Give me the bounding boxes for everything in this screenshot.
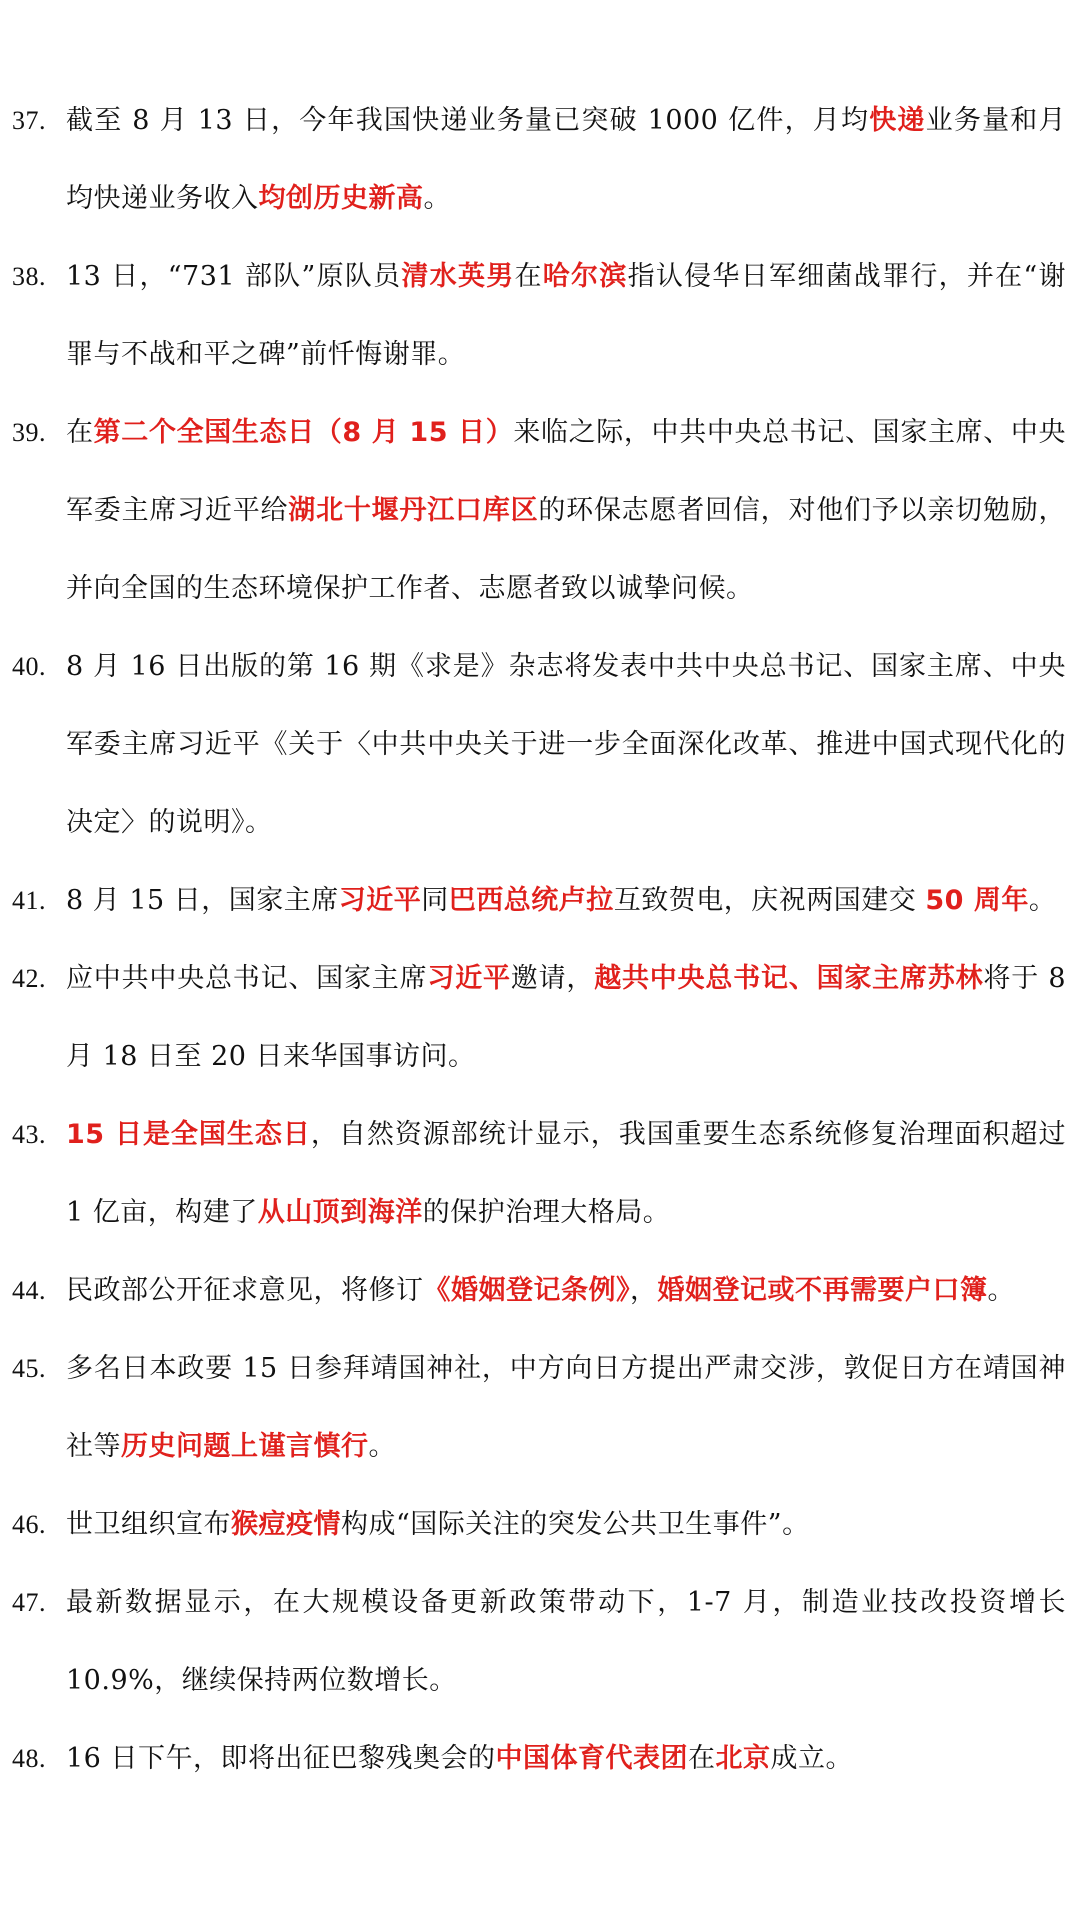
- news-list: [0, 82, 1080, 1798]
- body-text: 指认侵华日军细菌战罪行，并在“谢罪与不战和平之碑”前忏悔谢罪。: [66, 261, 1067, 370]
- body-text: 在: [687, 1743, 716, 1774]
- body-text: 8 月 15 日，国家主席: [66, 885, 339, 916]
- item-number: 45.: [12, 1354, 46, 1383]
- body-text: 同: [421, 885, 449, 916]
- highlight-text: 从山顶到海洋: [257, 1197, 423, 1228]
- item-number: 41.: [12, 886, 46, 915]
- body-text: 的保护治理大格局。: [422, 1197, 671, 1228]
- highlight-text: 猴痘疫情: [231, 1509, 341, 1540]
- news-item: [0, 1720, 1080, 1798]
- body-text: 8 月 16 日出版的第 16 期《求是》杂志将发表中共中央总书记、国家主席、中央军委主席习近平《关于〈中共中央关于进一步全面深化改革、推进中国式现代化的决定〉的说明》。: [66, 651, 1066, 838]
- item-text: [66, 238, 1066, 394]
- body-text: 16 日下午，即将出征巴黎残奥会的: [66, 1743, 496, 1774]
- highlight-text: 哈尔滨: [542, 261, 628, 292]
- body-text: ，: [630, 1275, 658, 1306]
- item-number: 46.: [12, 1510, 46, 1539]
- news-item: [0, 1564, 1080, 1720]
- item-number: 42.: [12, 964, 46, 993]
- body-text: ，自然资源部统计显示，我国重要生态系统修复治理面积超过 1 亿亩，构建了: [66, 1119, 1066, 1228]
- highlight-text: 15 日是全国生态日: [66, 1119, 311, 1150]
- highlight-text: 习近平: [338, 885, 422, 916]
- body-text: 民政部公开征求意见，将修订: [66, 1275, 424, 1306]
- news-item: [0, 1252, 1080, 1330]
- body-text: 截至 8 月 13 日，今年我国快递业务量已突破 1000 亿件，月均: [66, 105, 870, 136]
- body-text: 的环保志愿者回信，对他们予以亲切勉励，并向全国的生态环境保护工作者、志愿者致以诚挚问候。: [66, 495, 1067, 604]
- item-text: [66, 82, 1066, 238]
- item-number: 43.: [12, 1120, 46, 1149]
- body-text: 。: [987, 1275, 1015, 1306]
- body-text: 在: [66, 417, 94, 448]
- item-number: 48.: [12, 1744, 46, 1773]
- body-text: 最新数据显示，在大规模设备更新政策带动下，1-7 月，制造业技改投资增长 10.9%，继续保持两位数增长。: [66, 1587, 1066, 1696]
- highlight-text: 婚姻登记或不再需要户口簿: [657, 1275, 988, 1306]
- highlight-text: 巴西总统卢拉: [448, 885, 614, 916]
- item-text: [66, 628, 1066, 862]
- item-number: 44.: [12, 1276, 46, 1305]
- body-text: 邀请，: [510, 963, 595, 994]
- body-text: 应中共中央总书记、国家主席: [66, 963, 428, 994]
- highlight-text: 清水英男: [401, 261, 515, 292]
- body-text: 。: [423, 183, 451, 214]
- news-item: [0, 628, 1080, 862]
- news-item: [0, 1096, 1080, 1252]
- body-text: 。: [368, 1431, 396, 1462]
- highlight-text: 第二个全国生态日（8 月 15 日）: [93, 417, 514, 448]
- highlight-text: 北京: [715, 1743, 771, 1774]
- body-text: 世卫组织宣布: [66, 1509, 231, 1540]
- item-text: [66, 1486, 1066, 1564]
- item-text: [66, 394, 1066, 628]
- highlight-text: 50 周年: [925, 885, 1029, 916]
- highlight-text: 快递: [869, 105, 926, 136]
- highlight-text: 湖北十堰丹江口库区: [288, 495, 539, 526]
- item-number: 39.: [12, 418, 46, 447]
- item-text: [66, 1252, 1066, 1330]
- item-text: [66, 940, 1066, 1096]
- news-item: [0, 238, 1080, 394]
- news-item: [0, 82, 1080, 238]
- body-text: 将于 8 月 18 日至 20 日来华国事访问。: [66, 963, 1067, 1072]
- body-text: 互致贺电，庆祝两国建交: [613, 885, 926, 916]
- item-number: 37.: [12, 106, 46, 135]
- highlight-text: 《婚姻登记条例》: [423, 1275, 630, 1306]
- item-text: [66, 1564, 1066, 1720]
- item-number: 38.: [12, 262, 46, 291]
- item-text: [66, 1096, 1066, 1252]
- body-text: 13 日，“731 部队”原队员: [66, 261, 402, 292]
- item-text: [66, 1330, 1066, 1486]
- body-text: 来临之际，中共中央总书记、国家主席、中央军委主席习近平给: [66, 417, 1067, 526]
- body-text: 业务量和月均快递业务收入: [66, 105, 1067, 214]
- highlight-text: 中国体育代表团: [495, 1743, 688, 1774]
- body-text: 多名日本政要 15 日参拜靖国神社，中方向日方提出严肃交涉，敦促日方在靖国神社等: [66, 1353, 1066, 1462]
- item-text: [66, 1720, 1066, 1798]
- news-item: [0, 1330, 1080, 1486]
- news-item: [0, 940, 1080, 1096]
- news-item: [0, 394, 1080, 628]
- body-text: 成立。: [770, 1743, 853, 1774]
- body-text: 构成“国际关注的突发公共卫生事件”。: [341, 1509, 810, 1540]
- highlight-text: 习近平: [427, 963, 511, 994]
- body-text: 。: [1028, 885, 1057, 916]
- highlight-text: 历史问题上谨言慎行: [121, 1431, 369, 1462]
- item-text: [66, 862, 1066, 940]
- highlight-text: 越共中央总书记、国家主席苏林: [594, 963, 984, 994]
- item-number: 47.: [12, 1588, 46, 1617]
- item-number: 40.: [12, 652, 46, 681]
- news-item: [0, 1486, 1080, 1564]
- body-text: 在: [514, 261, 543, 292]
- highlight-text: 均创历史新高: [258, 183, 424, 214]
- news-item: [0, 862, 1080, 940]
